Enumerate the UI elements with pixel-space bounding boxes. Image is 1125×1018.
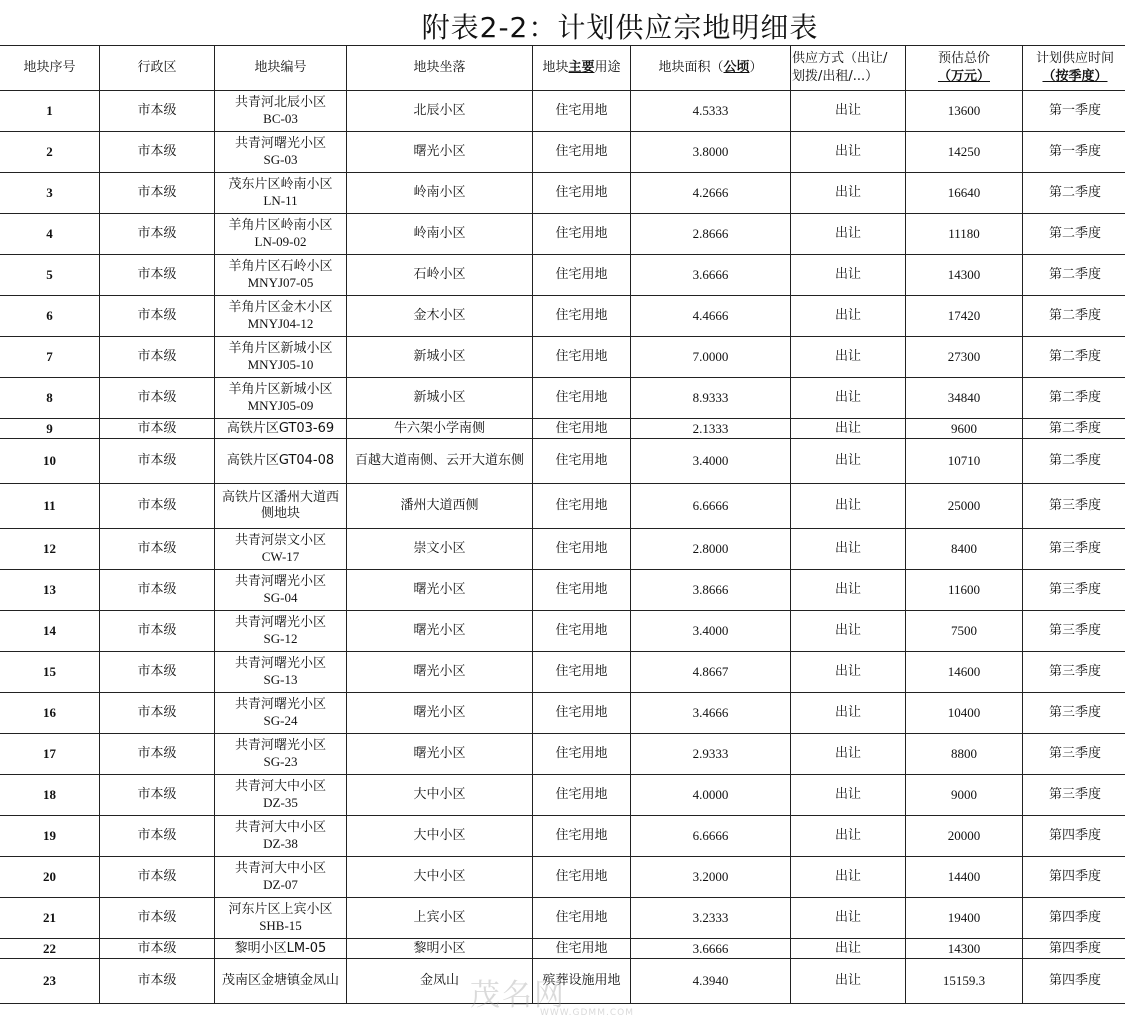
- cell-seq: 3: [0, 173, 100, 214]
- cell-use: 住宅用地: [533, 484, 631, 529]
- cell-location: 岭南小区: [347, 214, 533, 255]
- cell-supply: 出让: [791, 959, 906, 1004]
- cell-seq: 18: [0, 775, 100, 816]
- cell-supply: 出让: [791, 570, 906, 611]
- table-row: [0, 734, 1125, 775]
- cell-location: 黎明小区: [347, 939, 533, 959]
- cell-area: 8.9333: [631, 378, 791, 419]
- cell-supply: 出让: [791, 939, 906, 959]
- cell-supply: 出让: [791, 132, 906, 173]
- cell-location: 金凤山: [347, 959, 533, 1004]
- cell-area: 3.8000: [631, 132, 791, 173]
- cell-seq: 8: [0, 378, 100, 419]
- table-body: [0, 91, 1125, 1004]
- cell-area: 4.0000: [631, 775, 791, 816]
- cell-use: 住宅用地: [533, 734, 631, 775]
- cell-area: 4.5333: [631, 91, 791, 132]
- cell-district: 市本级: [100, 439, 215, 484]
- cell-location: 曙光小区: [347, 693, 533, 734]
- cell-price: 16640: [906, 173, 1023, 214]
- cell-district: 市本级: [100, 214, 215, 255]
- cell-price: 14250: [906, 132, 1023, 173]
- table-row: [0, 419, 1125, 439]
- cell-time: 第一季度: [1023, 91, 1125, 132]
- cell-district: 市本级: [100, 734, 215, 775]
- header-district: 行政区: [100, 46, 215, 91]
- table-row: [0, 775, 1125, 816]
- cell-seq: 14: [0, 611, 100, 652]
- cell-seq: 6: [0, 296, 100, 337]
- cell-district: 市本级: [100, 611, 215, 652]
- cell-price: 10400: [906, 693, 1023, 734]
- cell-district: 市本级: [100, 378, 215, 419]
- cell-use: 住宅用地: [533, 857, 631, 898]
- cell-price: 25000: [906, 484, 1023, 529]
- cell-price: 17420: [906, 296, 1023, 337]
- cell-location: 牛六架小学南侧: [347, 419, 533, 439]
- cell-seq: 2: [0, 132, 100, 173]
- table-row: [0, 898, 1125, 939]
- cell-price: 14600: [906, 652, 1023, 693]
- cell-location: 曙光小区: [347, 132, 533, 173]
- cell-code: 共青河曙光小区 SG-12: [215, 611, 347, 652]
- table-row: [0, 816, 1125, 857]
- header-time: 计划供应时间 （按季度）: [1023, 46, 1125, 91]
- table-row: [0, 652, 1125, 693]
- table-row: [0, 337, 1125, 378]
- land-supply-table: [0, 45, 1125, 1004]
- cell-price: 14300: [906, 255, 1023, 296]
- cell-time: 第四季度: [1023, 939, 1125, 959]
- cell-use: 住宅用地: [533, 255, 631, 296]
- cell-location: 崇文小区: [347, 529, 533, 570]
- cell-supply: 出让: [791, 652, 906, 693]
- cell-code: 高铁片区潘州大道西侧地块: [215, 484, 347, 529]
- cell-use: 住宅用地: [533, 939, 631, 959]
- cell-district: 市本级: [100, 296, 215, 337]
- cell-district: 市本级: [100, 898, 215, 939]
- header-seq: 地块序号: [0, 46, 100, 91]
- cell-time: 第三季度: [1023, 652, 1125, 693]
- table-row: [0, 529, 1125, 570]
- cell-supply: 出让: [791, 529, 906, 570]
- cell-district: 市本级: [100, 484, 215, 529]
- cell-time: 第二季度: [1023, 255, 1125, 296]
- cell-district: 市本级: [100, 91, 215, 132]
- cell-code: 羊角片区新城小区 MNYJ05-09: [215, 378, 347, 419]
- cell-area: 3.2000: [631, 857, 791, 898]
- cell-district: 市本级: [100, 652, 215, 693]
- cell-district: 市本级: [100, 132, 215, 173]
- cell-supply: 出让: [791, 91, 906, 132]
- header-location: 地块坐落: [347, 46, 533, 91]
- cell-time: 第二季度: [1023, 419, 1125, 439]
- cell-supply: 出让: [791, 419, 906, 439]
- cell-area: 3.6666: [631, 939, 791, 959]
- cell-price: 11180: [906, 214, 1023, 255]
- cell-price: 15159.3: [906, 959, 1023, 1004]
- cell-location: 石岭小区: [347, 255, 533, 296]
- cell-use: 住宅用地: [533, 439, 631, 484]
- cell-code: 共青河崇文小区 CW-17: [215, 529, 347, 570]
- cell-time: 第二季度: [1023, 378, 1125, 419]
- cell-code: 羊角片区岭南小区 LN-09-02: [215, 214, 347, 255]
- cell-supply: 出让: [791, 337, 906, 378]
- cell-seq: 7: [0, 337, 100, 378]
- table-row: [0, 570, 1125, 611]
- cell-supply: 出让: [791, 214, 906, 255]
- cell-code: 河东片区上宾小区 SHB-15: [215, 898, 347, 939]
- cell-location: 曙光小区: [347, 734, 533, 775]
- cell-price: 34840: [906, 378, 1023, 419]
- cell-location: 大中小区: [347, 775, 533, 816]
- cell-use: 住宅用地: [533, 611, 631, 652]
- cell-price: 8800: [906, 734, 1023, 775]
- watermark-logo: 茂名网 WWW.GDMM.COM: [470, 970, 634, 1018]
- cell-use: 住宅用地: [533, 570, 631, 611]
- cell-use: 住宅用地: [533, 378, 631, 419]
- cell-location: 北辰小区: [347, 91, 533, 132]
- cell-use: 住宅用地: [533, 652, 631, 693]
- cell-time: 第三季度: [1023, 775, 1125, 816]
- cell-price: 14300: [906, 939, 1023, 959]
- cell-area: 3.6666: [631, 255, 791, 296]
- cell-time: 第二季度: [1023, 296, 1125, 337]
- cell-code: 共青河曙光小区 SG-03: [215, 132, 347, 173]
- cell-supply: 出让: [791, 611, 906, 652]
- cell-supply: 出让: [791, 484, 906, 529]
- cell-location: 岭南小区: [347, 173, 533, 214]
- cell-supply: 出让: [791, 255, 906, 296]
- cell-price: 9000: [906, 775, 1023, 816]
- cell-code: 高铁片区GT03-69: [215, 419, 347, 439]
- cell-code: 羊角片区石岭小区 MNYJ07-05: [215, 255, 347, 296]
- cell-price: 10710: [906, 439, 1023, 484]
- cell-location: 曙光小区: [347, 570, 533, 611]
- cell-time: 第二季度: [1023, 173, 1125, 214]
- cell-code: 高铁片区GT04-08: [215, 439, 347, 484]
- cell-price: 20000: [906, 816, 1023, 857]
- cell-use: 住宅用地: [533, 693, 631, 734]
- cell-price: 11600: [906, 570, 1023, 611]
- cell-seq: 23: [0, 959, 100, 1004]
- cell-supply: 出让: [791, 693, 906, 734]
- cell-price: 27300: [906, 337, 1023, 378]
- cell-seq: 4: [0, 214, 100, 255]
- cell-use: 住宅用地: [533, 296, 631, 337]
- cell-district: 市本级: [100, 939, 215, 959]
- cell-use: 住宅用地: [533, 775, 631, 816]
- cell-use: 住宅用地: [533, 91, 631, 132]
- cell-area: 3.4000: [631, 611, 791, 652]
- cell-area: 2.9333: [631, 734, 791, 775]
- cell-price: 14400: [906, 857, 1023, 898]
- cell-use: 殡葬设施用地: [533, 959, 631, 1004]
- cell-area: 6.6666: [631, 816, 791, 857]
- cell-supply: 出让: [791, 439, 906, 484]
- cell-supply: 出让: [791, 857, 906, 898]
- cell-supply: 出让: [791, 296, 906, 337]
- table-row: [0, 255, 1125, 296]
- table-row: [0, 91, 1125, 132]
- cell-area: 2.8000: [631, 529, 791, 570]
- cell-use: 住宅用地: [533, 816, 631, 857]
- cell-district: 市本级: [100, 816, 215, 857]
- cell-use: 住宅用地: [533, 132, 631, 173]
- cell-seq: 16: [0, 693, 100, 734]
- cell-price: 7500: [906, 611, 1023, 652]
- cell-district: 市本级: [100, 570, 215, 611]
- cell-time: 第四季度: [1023, 857, 1125, 898]
- cell-location: 大中小区: [347, 857, 533, 898]
- table-row: [0, 378, 1125, 419]
- cell-location: 新城小区: [347, 378, 533, 419]
- cell-area: 7.0000: [631, 337, 791, 378]
- cell-location: 金木小区: [347, 296, 533, 337]
- cell-area: 6.6666: [631, 484, 791, 529]
- cell-price: 13600: [906, 91, 1023, 132]
- cell-location: 曙光小区: [347, 611, 533, 652]
- table-row: [0, 939, 1125, 959]
- cell-code: 羊角片区金木小区 MNYJ04-12: [215, 296, 347, 337]
- cell-district: 市本级: [100, 693, 215, 734]
- cell-location: 新城小区: [347, 337, 533, 378]
- cell-code: 共青河曙光小区 SG-04: [215, 570, 347, 611]
- cell-location: 潘州大道西侧: [347, 484, 533, 529]
- cell-code: 共青河曙光小区 SG-13: [215, 652, 347, 693]
- cell-district: 市本级: [100, 857, 215, 898]
- cell-use: 住宅用地: [533, 214, 631, 255]
- cell-location: 曙光小区: [347, 652, 533, 693]
- cell-time: 第一季度: [1023, 132, 1125, 173]
- cell-area: 4.4666: [631, 296, 791, 337]
- cell-use: 住宅用地: [533, 419, 631, 439]
- table-header-row: [0, 46, 1125, 91]
- cell-seq: 22: [0, 939, 100, 959]
- cell-code: 共青河大中小区 DZ-07: [215, 857, 347, 898]
- cell-area: 4.2666: [631, 173, 791, 214]
- cell-time: 第三季度: [1023, 734, 1125, 775]
- cell-time: 第三季度: [1023, 611, 1125, 652]
- cell-district: 市本级: [100, 959, 215, 1004]
- cell-time: 第二季度: [1023, 337, 1125, 378]
- cell-area: 2.1333: [631, 419, 791, 439]
- cell-code: 羊角片区新城小区 MNYJ05-10: [215, 337, 347, 378]
- cell-area: 4.8667: [631, 652, 791, 693]
- table-row: [0, 693, 1125, 734]
- cell-use: 住宅用地: [533, 173, 631, 214]
- cell-time: 第四季度: [1023, 816, 1125, 857]
- table-row: [0, 214, 1125, 255]
- cell-seq: 19: [0, 816, 100, 857]
- cell-code: 茂东片区岭南小区 LN-11: [215, 173, 347, 214]
- cell-seq: 1: [0, 91, 100, 132]
- header-code: 地块编号: [215, 46, 347, 91]
- cell-district: 市本级: [100, 775, 215, 816]
- table-row: [0, 439, 1125, 484]
- cell-price: 8400: [906, 529, 1023, 570]
- table-row: [0, 611, 1125, 652]
- cell-area: 3.8666: [631, 570, 791, 611]
- page-title: 附表2-2：计划供应宗地明细表: [0, 6, 1125, 46]
- cell-supply: 出让: [791, 173, 906, 214]
- header-supply: 供应方式（出让/ 划拨/出租/...）: [791, 46, 906, 91]
- cell-code: 共青河曙光小区 SG-23: [215, 734, 347, 775]
- cell-area: 2.8666: [631, 214, 791, 255]
- header-use: 地块主要用途: [533, 46, 631, 91]
- cell-supply: 出让: [791, 734, 906, 775]
- cell-seq: 20: [0, 857, 100, 898]
- cell-supply: 出让: [791, 898, 906, 939]
- cell-seq: 9: [0, 419, 100, 439]
- cell-supply: 出让: [791, 816, 906, 857]
- cell-seq: 21: [0, 898, 100, 939]
- cell-time: 第二季度: [1023, 214, 1125, 255]
- cell-seq: 10: [0, 439, 100, 484]
- cell-supply: 出让: [791, 378, 906, 419]
- cell-use: 住宅用地: [533, 898, 631, 939]
- header-price: 预估总价 （万元）: [906, 46, 1023, 91]
- table-row: [0, 296, 1125, 337]
- header-area: 地块面积（公顷）: [631, 46, 791, 91]
- cell-district: 市本级: [100, 337, 215, 378]
- cell-seq: 13: [0, 570, 100, 611]
- cell-time: 第二季度: [1023, 439, 1125, 484]
- cell-price: 19400: [906, 898, 1023, 939]
- cell-seq: 11: [0, 484, 100, 529]
- cell-location: 大中小区: [347, 816, 533, 857]
- cell-code: 共青河大中小区 DZ-35: [215, 775, 347, 816]
- cell-location: 上宾小区: [347, 898, 533, 939]
- cell-time: 第三季度: [1023, 484, 1125, 529]
- cell-time: 第四季度: [1023, 959, 1125, 1004]
- cell-code: 共青河北辰小区 BC-03: [215, 91, 347, 132]
- cell-seq: 17: [0, 734, 100, 775]
- cell-district: 市本级: [100, 529, 215, 570]
- cell-area: 3.4666: [631, 693, 791, 734]
- cell-seq: 15: [0, 652, 100, 693]
- table-row: [0, 857, 1125, 898]
- cell-seq: 12: [0, 529, 100, 570]
- cell-area: 3.4000: [631, 439, 791, 484]
- cell-code: 黎明小区LM-05: [215, 939, 347, 959]
- cell-location: 百越大道南侧、云开大道东侧: [347, 439, 533, 484]
- cell-code: 茂南区金塘镇金凤山: [215, 959, 347, 1004]
- cell-price: 9600: [906, 419, 1023, 439]
- cell-time: 第三季度: [1023, 570, 1125, 611]
- table-row: [0, 173, 1125, 214]
- cell-district: 市本级: [100, 173, 215, 214]
- cell-time: 第四季度: [1023, 898, 1125, 939]
- cell-district: 市本级: [100, 419, 215, 439]
- cell-area: 3.2333: [631, 898, 791, 939]
- cell-district: 市本级: [100, 255, 215, 296]
- cell-supply: 出让: [791, 775, 906, 816]
- cell-time: 第三季度: [1023, 693, 1125, 734]
- table-row: [0, 132, 1125, 173]
- cell-time: 第三季度: [1023, 529, 1125, 570]
- table-row: [0, 484, 1125, 529]
- cell-area: 4.3940: [631, 959, 791, 1004]
- table-row: [0, 959, 1125, 1004]
- cell-code: 共青河大中小区 DZ-38: [215, 816, 347, 857]
- cell-use: 住宅用地: [533, 337, 631, 378]
- cell-code: 共青河曙光小区 SG-24: [215, 693, 347, 734]
- cell-use: 住宅用地: [533, 529, 631, 570]
- cell-seq: 5: [0, 255, 100, 296]
